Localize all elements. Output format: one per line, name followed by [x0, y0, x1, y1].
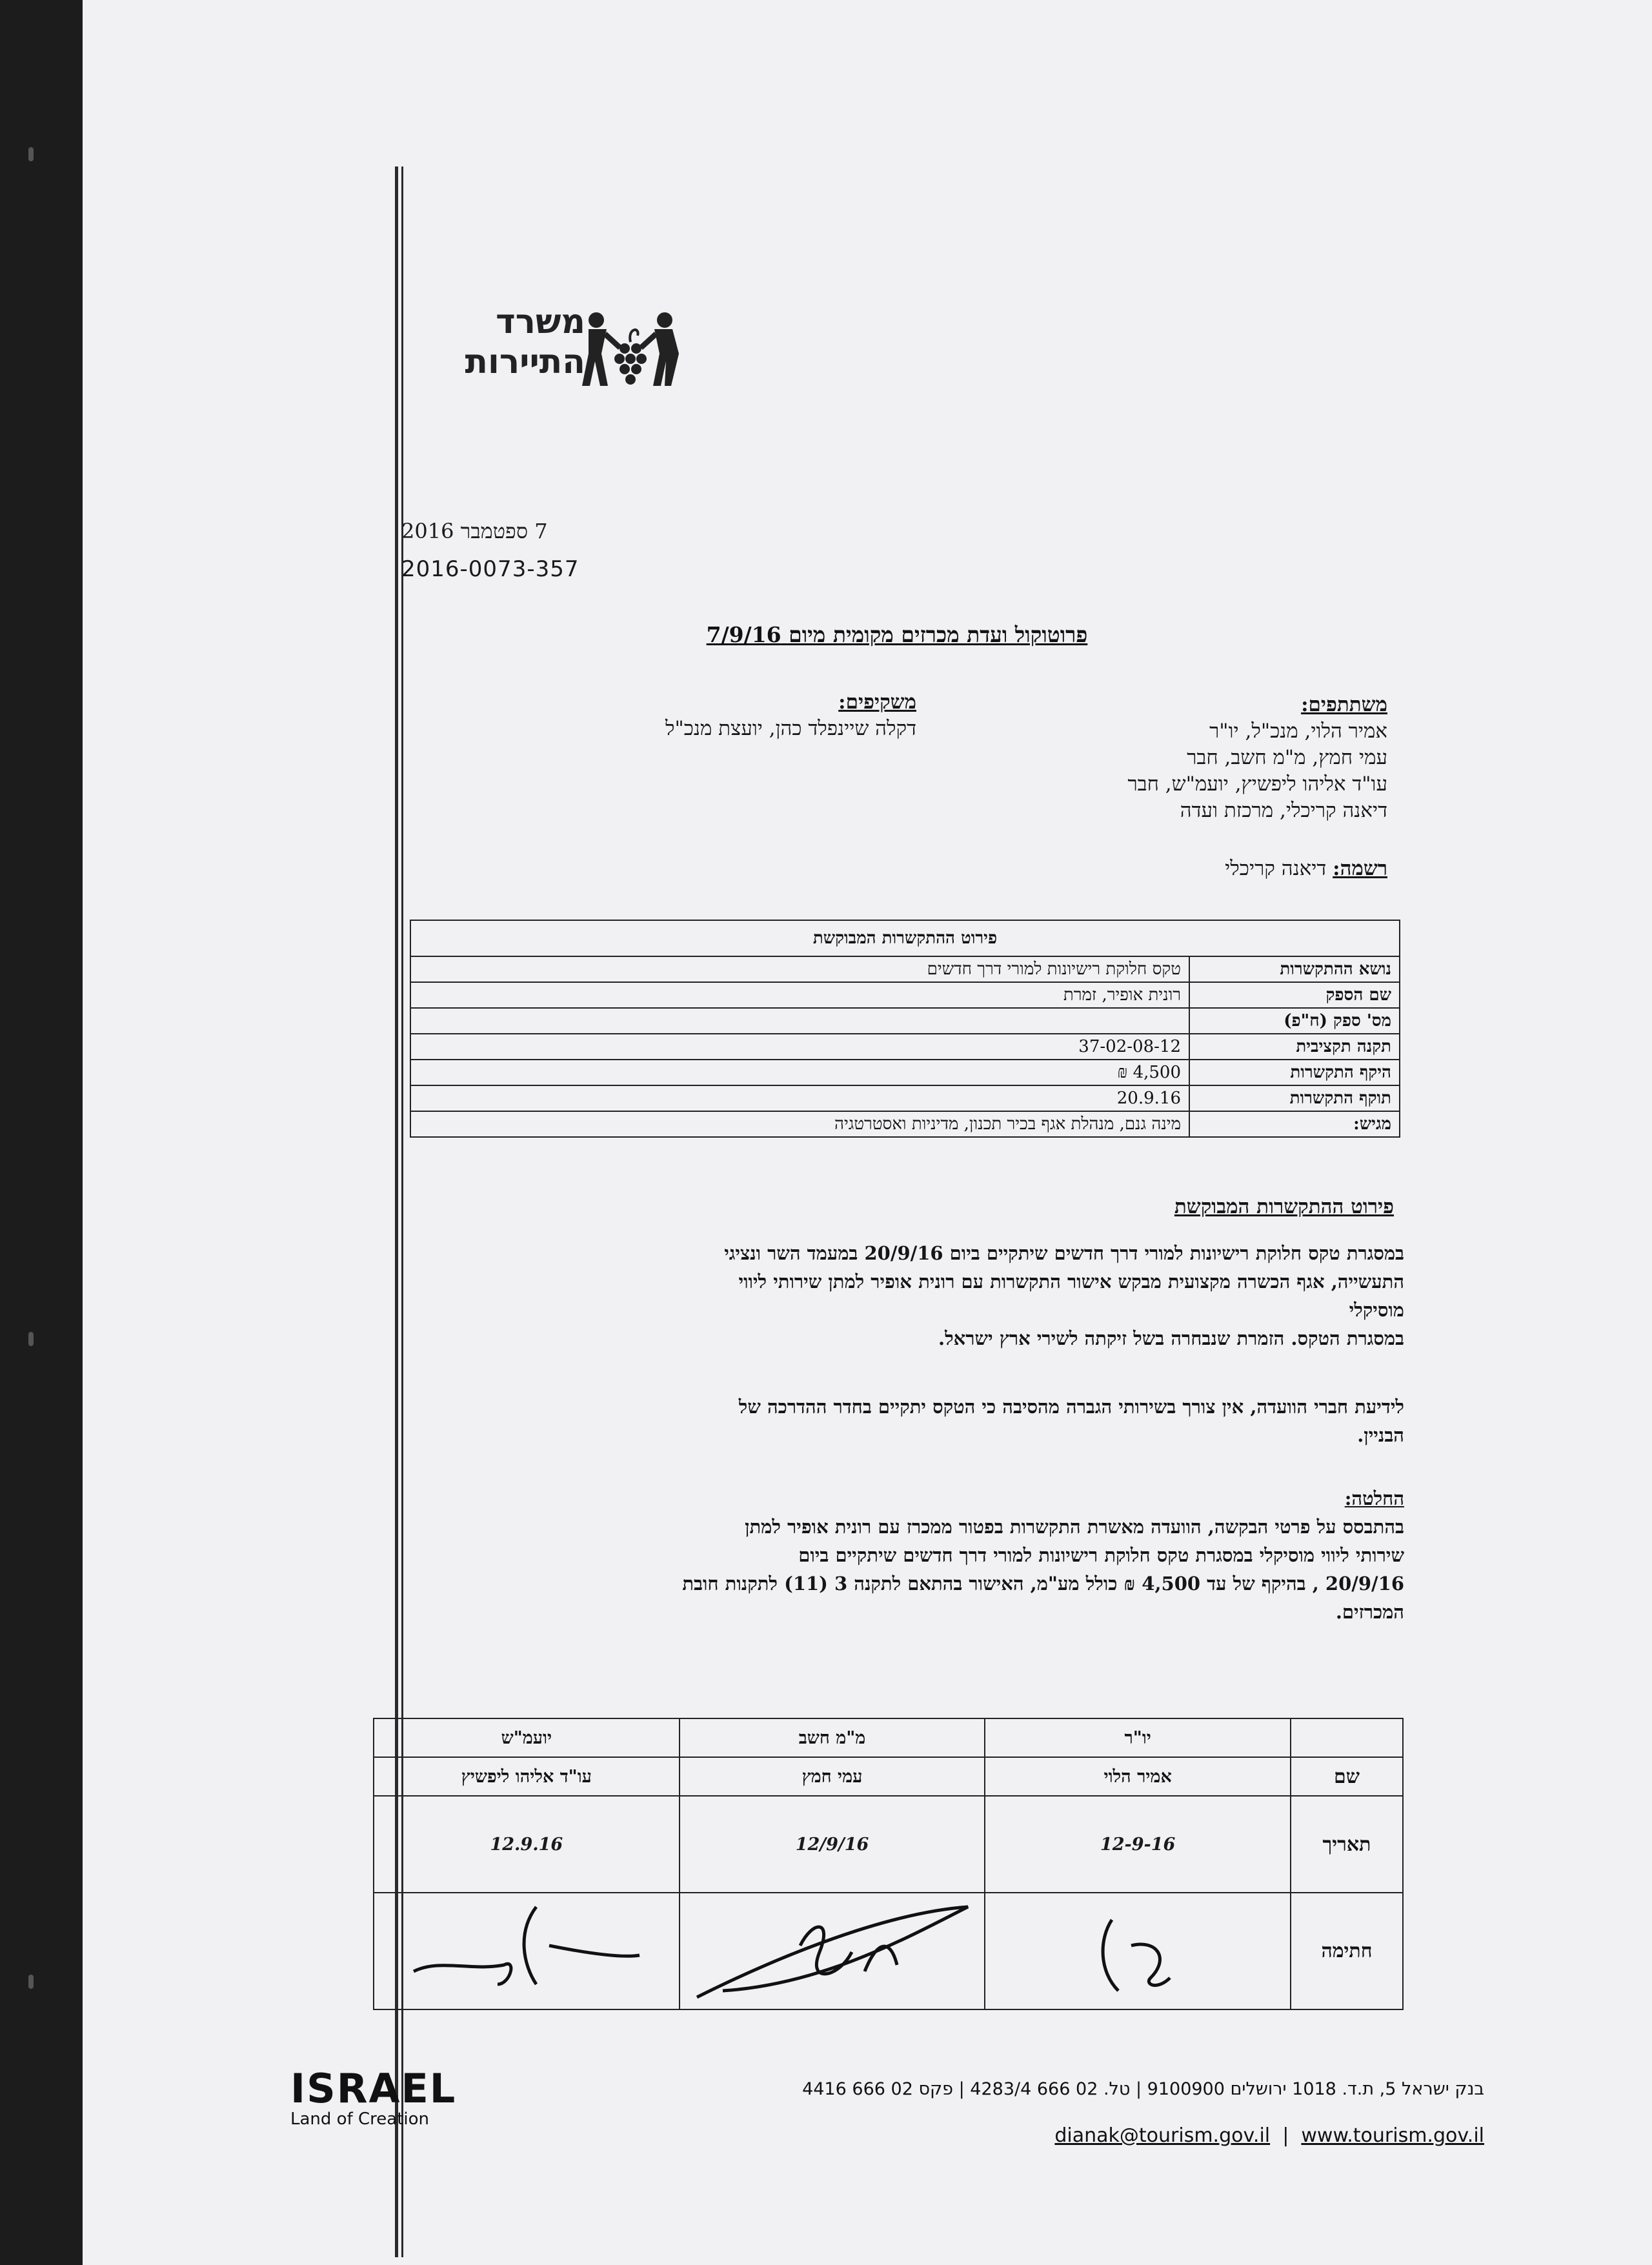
binder-hole: [28, 1332, 34, 1346]
paragraph-line: בהתבסס על פרטי הבקשה, הוועדה מאשרת התקשרות בפטור ממכרז עם רונית אופיר למתן: [745, 1516, 1404, 1538]
signature-cell: [374, 1893, 680, 2009]
table-key: מגיש:: [1189, 1111, 1400, 1137]
participant: עמי חמץ, מ"מ חשב, חבר: [1187, 746, 1387, 769]
scan-dark-edge: [0, 0, 83, 2265]
footer-email[interactable]: dianak@tourism.gov.il: [1054, 2124, 1271, 2147]
recorder-line: [1000, 857, 1387, 880]
document-reference: 2016-0073-357: [401, 556, 579, 582]
paragraph-line: לידיעת חברי הוועדה, אין צורך בשירותי הגברה מהסיבה כי הטקס יתקיים בחדר ההדרכה של: [738, 1396, 1404, 1418]
handwritten-signature: [388, 1894, 665, 2004]
observer: דקלה שיינפלד כהן, יועצת מנכ"ל: [665, 717, 916, 740]
observers-block: [529, 689, 916, 742]
handwritten-date: 12/9/16: [680, 1796, 985, 1893]
binder-hole: [28, 147, 34, 161]
handwritten-date: 12-9-16: [985, 1796, 1291, 1893]
section-title: פירוט ההתקשרות המבוקשת: [1174, 1195, 1394, 1218]
handwritten-signature: [684, 1894, 981, 2004]
observers-header: משקיפים:: [838, 690, 916, 714]
participant: דיאנה קריכלי, מרכזת ועדה: [1180, 799, 1387, 822]
table-value: רונית אופיר, זמרת: [410, 982, 1189, 1008]
request-details-table: [410, 920, 1400, 1138]
name-cell: אמיר הלוי: [985, 1757, 1291, 1796]
table-key: תוקף התקשרות: [1189, 1085, 1400, 1111]
info-paragraph: [385, 1393, 1404, 1449]
role-cell: יו"ר: [985, 1718, 1291, 1757]
brand-tagline: Land of Creation: [290, 2109, 429, 2129]
name-cell: עמי חמץ: [680, 1757, 985, 1796]
table-value: 20.9.16: [410, 1085, 1189, 1111]
israel-brand-logo: [290, 2065, 456, 2129]
binder-hole: [28, 1975, 34, 1989]
table-key: מס' ספק (ח"פ): [1189, 1008, 1400, 1034]
ministry-logo: [401, 302, 679, 398]
protocol-title: פרוטוקול ועדת מכרזים מקומית מיום 7/9/16: [706, 622, 1088, 647]
table-key: נושא ההתקשרות: [1189, 956, 1400, 982]
table-value: 37-02-08-12: [410, 1034, 1189, 1060]
table-value: 4,500 ₪: [410, 1060, 1189, 1085]
paragraph-line: מוסיקלי: [1349, 1299, 1404, 1321]
request-table-header: פירוט ההתקשרות המבוקשת: [410, 920, 1400, 956]
signature-table: [373, 1718, 1404, 2010]
footer-contacts: dianak@tourism.gov.il | www.tourism.gov.il: [1054, 2124, 1484, 2147]
paragraph-line: במסגרת הטקס. הזמרת שנבחרה בשל זיקתה לשירי ארץ ישראל.: [938, 1327, 1404, 1349]
recorder-name: דיאנה קריכלי: [1225, 857, 1327, 880]
request-paragraph: [385, 1239, 1404, 1353]
signature-cell: [680, 1893, 985, 2009]
table-key: שם הספק: [1189, 982, 1400, 1008]
recorder-label: רשמה:: [1333, 857, 1387, 880]
handwritten-signature: [1073, 1900, 1202, 1997]
table-value: מינה גנם, מנהלת אגף בכיר תכנון, מדיניות ואסטרטגיה: [410, 1111, 1189, 1137]
handwritten-date: 12.9.16: [374, 1796, 680, 1893]
table-value: טקס חלוקת רישיונות למורי דרך חדשים: [410, 956, 1189, 982]
participant: עו"ד אליהו ליפשיץ, יועמ"ש, חבר: [1127, 772, 1387, 796]
role-cell: יועמ"ש: [374, 1718, 680, 1757]
role-cell: מ"מ חשב: [680, 1718, 985, 1757]
table-key: תקנה תקציבית: [1189, 1034, 1400, 1060]
decision-paragraph: [385, 1484, 1404, 1626]
paragraph-line: במסגרת טקס חלוקת רישיונות למורי דרך חדשים שיתקיים ביום 20/9/16 במעמד השר ונציגי: [724, 1242, 1404, 1264]
table-key: היקף התקשרות: [1189, 1060, 1400, 1085]
table-value: [410, 1008, 1189, 1034]
participants-header: משתתפים:: [1301, 693, 1387, 716]
tourism-figures-icon: [582, 308, 679, 392]
empty-cell: [1291, 1718, 1403, 1757]
row-label-signature: חתימה: [1291, 1893, 1403, 2009]
paragraph-line: הבניין.: [1357, 1424, 1404, 1446]
participant: אמיר הלוי, מנכ"ל, יו"ר: [1209, 720, 1387, 743]
paragraph-line: התעשייה, אגף הכשרה מקצועית מבקש אישור התקשרות עם רונית אופיר למתן שירותי ליווי: [738, 1271, 1404, 1293]
ministry-name: משרד התיירות: [465, 303, 585, 381]
footer-address: בנק ישראל 5, ת.ד. 1018 ירושלים 9100900 | טל. 02 666 4283/4 | פקס 02 666 4416: [802, 2079, 1484, 2099]
row-label-date: תאריך: [1291, 1796, 1403, 1893]
participants-block: [994, 692, 1387, 824]
footer-website[interactable]: www.tourism.gov.il: [1301, 2124, 1484, 2147]
name-cell: עו"ד אליהו ליפשיץ: [374, 1757, 680, 1796]
decision-header: החלטה:: [1344, 1487, 1404, 1509]
brand-word: ISRAEL: [290, 2065, 457, 2112]
paragraph-line: המכרזים.: [1335, 1601, 1404, 1623]
signature-cell: [985, 1893, 1291, 2009]
paragraph-line: שירותי ליווי מוסיקלי במסגרת טקס חלוקת רישיונות למורי דרך חדשים שיתקיים ביום: [798, 1544, 1404, 1566]
paragraph-line: 20/9/16 , בהיקף של עד 4,500 ₪ כולל מע"מ, האישור בהתאם לתקנה 3 (11) לתקנות חובת: [682, 1573, 1404, 1595]
row-label-name: שם: [1291, 1757, 1403, 1796]
document-date: 7 ספטמבר 2016: [401, 519, 548, 543]
